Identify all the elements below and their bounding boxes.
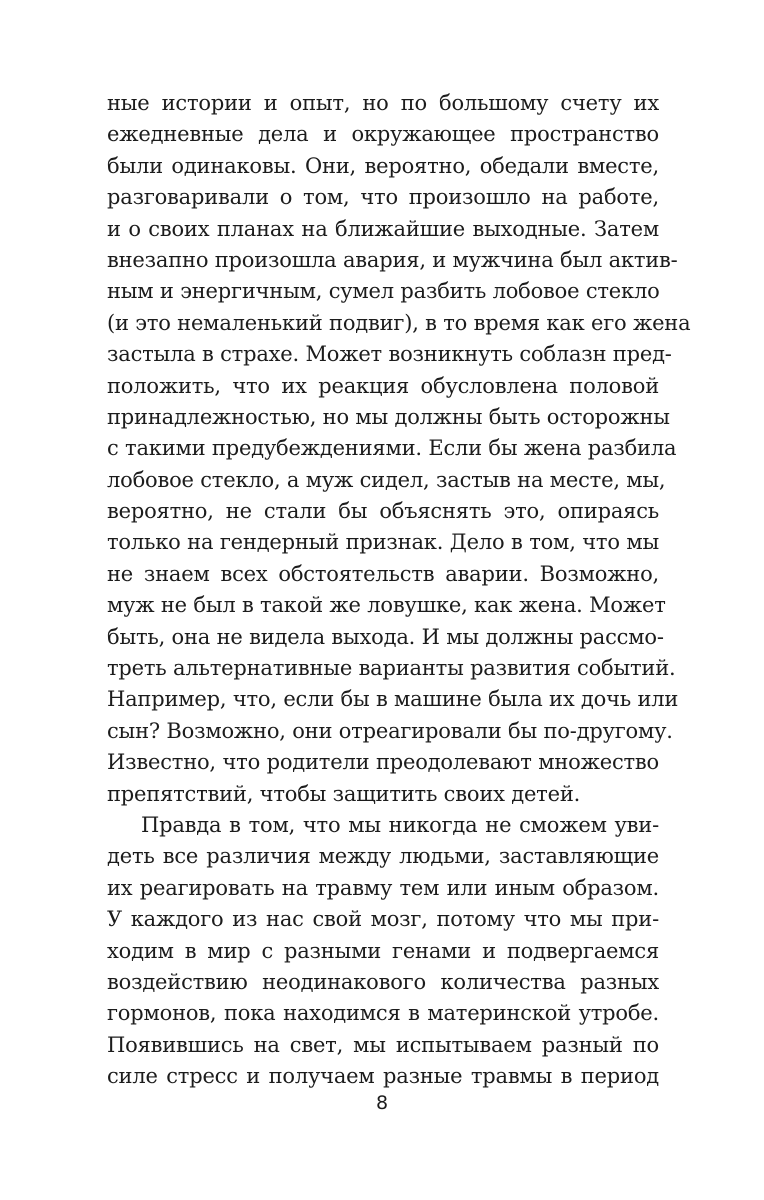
- text-line: деть все различия между людьми, заставляющие: [107, 844, 659, 869]
- text-line: Известно, что родители преодолевают множество: [107, 750, 659, 775]
- text-line: и о своих планах на ближайшие выходные. Затем: [107, 216, 659, 241]
- text-line: внезапно произошла авария, и мужчина был актив-: [107, 247, 678, 272]
- text-line: быть, она не видела выхода. И мы должны рассмо-: [107, 624, 664, 649]
- text-line: принадлежностью, но мы должны быть осторожны: [107, 404, 670, 429]
- text-line: застыла в страхе. Может возникнуть соблазн пред-: [107, 342, 672, 367]
- paragraph-1: [107, 88, 691, 810]
- text-line: их реагировать на травму тем или иным образом.: [107, 875, 659, 900]
- text-line: ные истории и опыт, но по большому счету их: [107, 91, 659, 115]
- text-line: муж не был в такой же ловушке, как жена. Может: [107, 593, 666, 618]
- text-line: только на гендерный признак. Дело в том, что мы: [107, 530, 659, 555]
- text-line: ходим в мир с разными генами и подвергаемся: [107, 938, 659, 963]
- text-line: Появившись на свет, мы испытываем разный по: [107, 1032, 659, 1057]
- paragraph-2: [107, 810, 659, 1093]
- page-number: 8: [375, 1092, 389, 1114]
- text-line: положить, что их реакция обусловлена половой: [107, 373, 659, 398]
- text-line: гормонов, пока находимся в материнской утробе.: [107, 1001, 659, 1026]
- text-line: не знаем всех обстоятельств аварии. Возможно,: [107, 561, 659, 586]
- text-line: разговаривали о том, что произошло на работе,: [107, 185, 659, 210]
- text-line: силе стресс и получаем разные травмы в период: [107, 1064, 659, 1089]
- text-line: ежедневные дела и окружающее пространство: [107, 122, 659, 147]
- text-line: вероятно, не стали бы объяснять это, опираясь: [107, 499, 659, 524]
- text-line: с такими предубеждениями. Если бы жена разбила: [107, 436, 677, 461]
- text-line: Например, что, если бы в машине была их дочь или: [107, 687, 679, 712]
- page-text: [107, 88, 691, 1093]
- text-line: (и это немаленький подвиг), в то время как его жена: [107, 310, 691, 335]
- text-line: ным и энергичным, сумел разбить лобовое стекло: [107, 279, 660, 304]
- text-line: сын? Возможно, они отреагировали бы по-другому.: [107, 718, 673, 743]
- text-line: препятствий, чтобы защитить своих детей.: [107, 781, 581, 806]
- text-line: треть альтернативные варианты развития событий.: [107, 656, 676, 681]
- text-line: были одинаковы. Они, вероятно, обедали вместе,: [107, 153, 659, 178]
- text-line: Правда в том, что мы никогда не сможем уви-: [141, 812, 659, 837]
- text-line: У каждого из нас свой мозг, потому что мы при-: [107, 907, 659, 932]
- text-line: воздействию неодинакового количества разных: [107, 969, 659, 994]
- text-line: лобовое стекло, а муж сидел, застыв на месте, мы,: [107, 467, 666, 492]
